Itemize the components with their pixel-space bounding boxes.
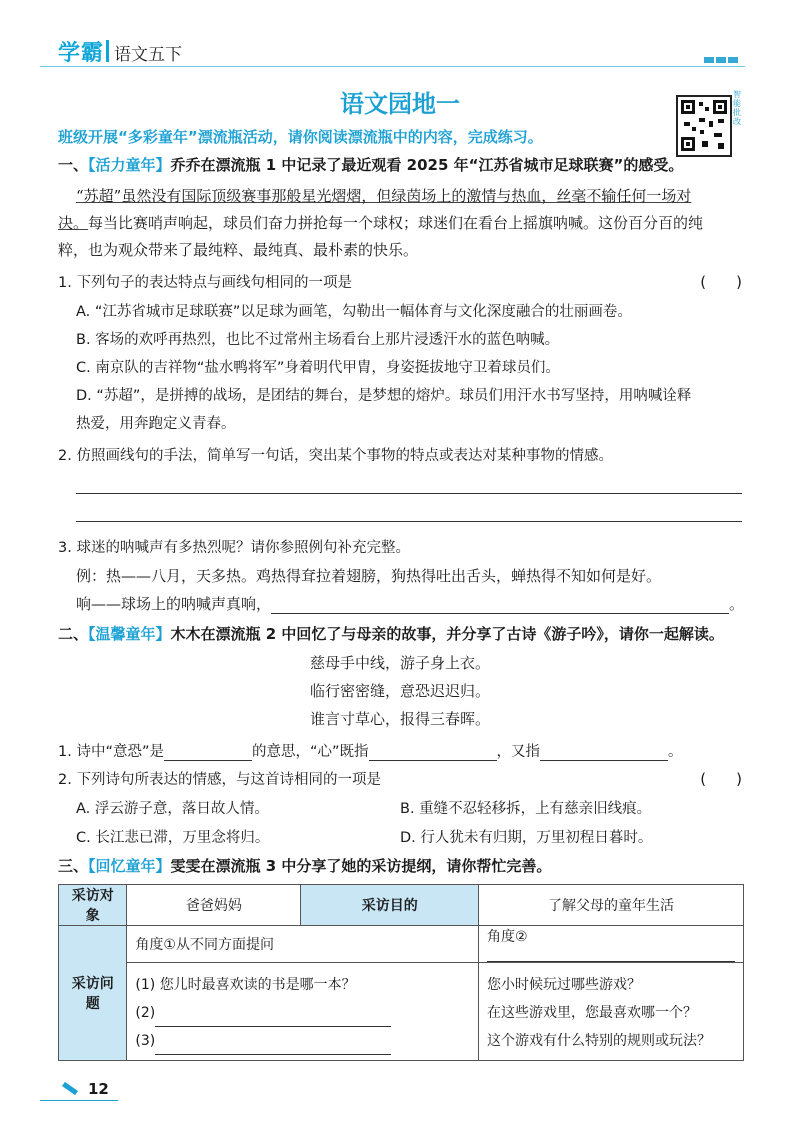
table-header: 采访对象: [59, 885, 127, 926]
section-tag: 【活力童年】: [88, 156, 171, 174]
question-2-1: 1. 诗中“意恐”是 的意思，“心”既指 ，又指 。: [58, 744, 683, 760]
option-d-line-1: D. “苏超”，是拼搏的战场，是团结的舞台，是梦想的熔炉。球员们用汗水书写坚持，用呐喊诠释: [76, 388, 692, 404]
activity-intro: 班级开展“多彩童年”漂流瓶活动，请你阅读漂流瓶中的内容，完成练习。: [58, 128, 543, 146]
poem-line: 谁言寸草心，报得三春晖。: [309, 710, 490, 728]
passage-line-3: 粹，也为观众带来了最纯粹、最纯真、最朴素的快乐。: [58, 241, 419, 259]
qr-caption: 智能批改: [733, 90, 741, 126]
angle-1-label: 角度①从不同方面提问: [127, 926, 479, 963]
header-decoration: [702, 48, 738, 67]
page-number: 12: [88, 1080, 109, 1098]
option-a: A. 浮云游子意，落日故人情。: [76, 801, 269, 817]
passage-line-1: “苏超”虽然没有国际顶级赛事那般星光熠熠，但绿茵场上的激情与热血，丝毫不输任何一场对: [76, 187, 692, 205]
table-cell: 爸爸妈妈: [127, 885, 301, 926]
fill-blank[interactable]: [369, 746, 497, 761]
option-b: B. 重缝不忍轻移拆，上有慈亲旧线痕。: [400, 801, 652, 817]
fill-blank[interactable]: [155, 1040, 391, 1055]
option-d-line-2: 热爱，用奔跑定义青春。: [76, 416, 236, 432]
answer-paren[interactable]: ( ): [700, 273, 742, 291]
table-cell: 了解父母的童年生活: [479, 885, 744, 926]
angle-2-cell: 角度②: [479, 926, 744, 963]
section-1-heading: [58, 154, 683, 175]
table-header: 采访目的: [301, 885, 479, 926]
book-subject: 语文五下: [114, 45, 182, 65]
fill-blank[interactable]: [487, 947, 735, 962]
left-questions: (1) 您儿时最喜欢读的书是哪一本？ (2) (3): [127, 963, 479, 1061]
option-b: B. 客场的欢呼再热烈，也比不过常州主场看台上那片浸透汗水的蓝色呐喊。: [76, 332, 560, 348]
question-1-3: 3. 球迷的呐喊声有多热烈呢？请你参照例句补充完整。: [58, 540, 410, 556]
answer-line[interactable]: [76, 493, 742, 494]
logo-divider: [106, 40, 109, 62]
pencil-icon: [62, 1082, 78, 1095]
section-number: 一、: [58, 156, 89, 174]
option-c: C. 长江悲已滞，万里念将归。: [76, 830, 270, 846]
answer-line[interactable]: [76, 521, 742, 522]
question-2-2: 2. 下列诗句所表达的情感，与这首诗相同的一项是: [58, 772, 381, 788]
section-3-heading: 三、【回忆童年】雯雯在漂流瓶 3 中分享了她的采访提纲，请你帮忙完善。: [58, 857, 552, 875]
qr-code-icon[interactable]: [676, 95, 732, 157]
table-header: 采访问题: [59, 926, 127, 1061]
poem-line: 慈母手中线，游子身上衣。: [309, 654, 490, 672]
option-a: A. “江苏省城市足球联赛”以足球为画笔，勾勒出一幅体育与文化深度融合的壮丽画卷。: [76, 304, 632, 320]
example-sentence: 例：热——八月，天多热。鸡热得耷拉着翅膀，狗热得吐出舌头，蝉热得不知如何是好。: [76, 567, 662, 585]
brand-logo: 学霸: [58, 41, 105, 66]
interview-table: [58, 884, 744, 1061]
fill-sentence: 响——球场上的呐喊声真响， 。: [76, 595, 745, 613]
footer-rule: [40, 1100, 118, 1101]
passage-line-2: 决。每当比赛哨声响起，球员们奋力拼抢每一个球权；球迷们在看台上摇旗呐喊。这份百分百的纯: [58, 214, 704, 232]
fill-blank[interactable]: [164, 746, 252, 761]
section-text: 乔乔在漂流瓶 1 中记录了最近观看 2025 年“江苏省城市足球联赛”的感受。: [170, 156, 684, 174]
page-title: 语文园地一: [340, 90, 460, 118]
section-2-heading: 二、【温馨童年】木木在漂流瓶 2 中回忆了与母亲的故事，并分享了古诗《游子吟》，请你一起解读。: [58, 625, 724, 643]
answer-paren[interactable]: ( ): [700, 770, 742, 788]
option-d: D. 行人犹未有归期，万里初程日暮时。: [400, 830, 653, 846]
fill-blank[interactable]: [540, 746, 668, 761]
right-questions: 您小时候玩过哪些游戏？ 在这些游戏里，您最喜欢哪一个？ 这个游戏有什么特别的规则或玩法？: [479, 963, 744, 1061]
question-1-1: 1. 下列句子的表达特点与画线句相同的一项是: [58, 275, 352, 291]
poem-line: 临行密密缝，意恐迟迟归。: [309, 682, 490, 700]
question-1-2: 2. 仿照画线句的手法，简单写一句话，突出某个事物的特点或表达对某种事物的情感。: [58, 448, 613, 464]
option-c: C. 南京队的吉祥物“盐水鸭将军”身着明代甲胄，身姿挺拔地守卫着球员们。: [76, 360, 560, 376]
page-header: [0, 28, 800, 68]
fill-blank[interactable]: [155, 1012, 391, 1027]
fill-blank[interactable]: [271, 599, 729, 614]
header-rule: [40, 66, 745, 67]
